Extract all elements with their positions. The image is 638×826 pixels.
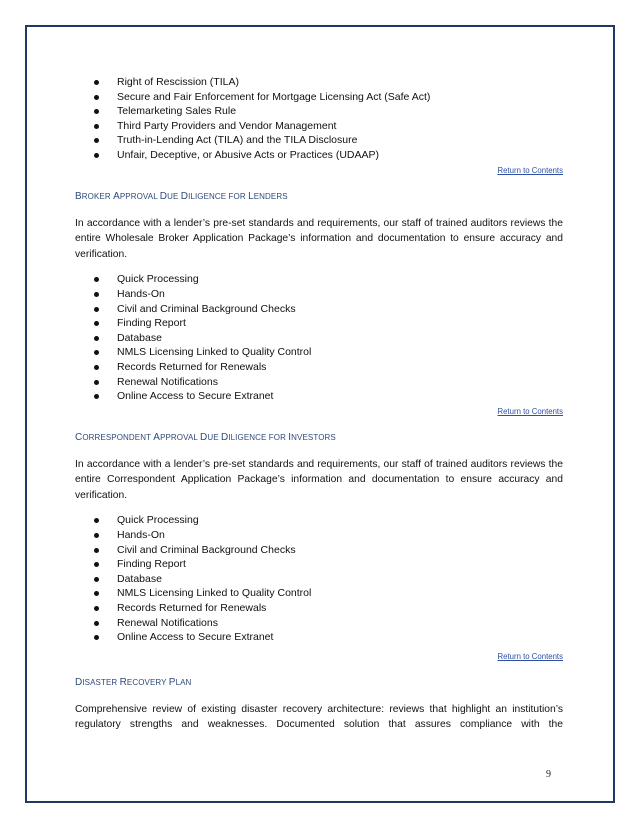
list-item: Records Returned for Renewals: [94, 360, 563, 375]
list-item: Quick Processing: [94, 272, 563, 287]
list-item: Renewal Notifications: [94, 375, 563, 390]
section-heading-disaster: DISASTER RECOVERY PLAN: [75, 676, 192, 688]
list-item: Civil and Criminal Background Checks: [94, 543, 563, 558]
return-to-contents-link[interactable]: Return to Contents: [497, 651, 563, 661]
list-item: Third Party Providers and Vendor Management: [94, 119, 563, 134]
correspondent-features-list: [75, 513, 563, 644]
page-content: [75, 75, 563, 733]
list-item: Records Returned for Renewals: [94, 601, 563, 616]
list-item: Quick Processing: [94, 513, 563, 528]
list-item: NMLS Licensing Linked to Quality Control: [94, 345, 563, 360]
list-item: Telemarketing Sales Rule: [94, 104, 563, 119]
list-item: Civil and Criminal Background Checks: [94, 302, 563, 317]
list-item: Unfair, Deceptive, or Abusive Acts or Practices (UDAAP): [94, 148, 563, 163]
list-item: Finding Report: [94, 316, 563, 331]
list-item: Finding Report: [94, 557, 563, 572]
list-item: Database: [94, 572, 563, 587]
list-item: Online Access to Secure Extranet: [94, 389, 563, 404]
list-item: Hands-On: [94, 528, 563, 543]
return-to-contents-link[interactable]: Return to Contents: [497, 165, 563, 175]
section-heading-correspondent: CORRESPONDENT APPROVAL DUE DILIGENCE FOR INVESTORS: [75, 431, 336, 443]
list-item: Secure and Fair Enforcement for Mortgage Licensing Act (Safe Act): [94, 90, 563, 105]
list-item: Database: [94, 331, 563, 346]
return-to-contents-link[interactable]: Return to Contents: [497, 406, 563, 416]
list-item: Truth-in-Lending Act (TILA) and the TILA Disclosure: [94, 133, 563, 148]
list-item: Hands-On: [94, 287, 563, 302]
disaster-paragraph: Comprehensive review of existing disaster recovery architecture: reviews that highlight an institution’s regulatory strengths and weaknesses. Documented solution that assures compliance with the: [75, 703, 563, 731]
regulations-list: [75, 75, 563, 163]
broker-paragraph: In accordance with a lender’s pre-set standards and requirements, our staff of trained auditors reviews the entire Wholesale Broker Application Package’s information and documentation to ensure accuracy and verification.: [75, 217, 563, 260]
list-item: Right of Rescission (TILA): [94, 75, 563, 90]
list-item: Renewal Notifications: [94, 616, 563, 631]
list-item: Online Access to Secure Extranet: [94, 630, 563, 645]
page-number: 9: [546, 769, 551, 780]
broker-features-list: [75, 272, 563, 403]
list-item: NMLS Licensing Linked to Quality Control: [94, 586, 563, 601]
correspondent-paragraph: In accordance with a lender’s pre-set standards and requirements, our staff of trained auditors reviews the entire Correspondent Application Package’s information and documentation to ensure accuracy and verification.: [75, 458, 563, 501]
section-heading-broker: BROKER APPROVAL DUE DILIGENCE FOR LENDERS: [75, 190, 288, 202]
